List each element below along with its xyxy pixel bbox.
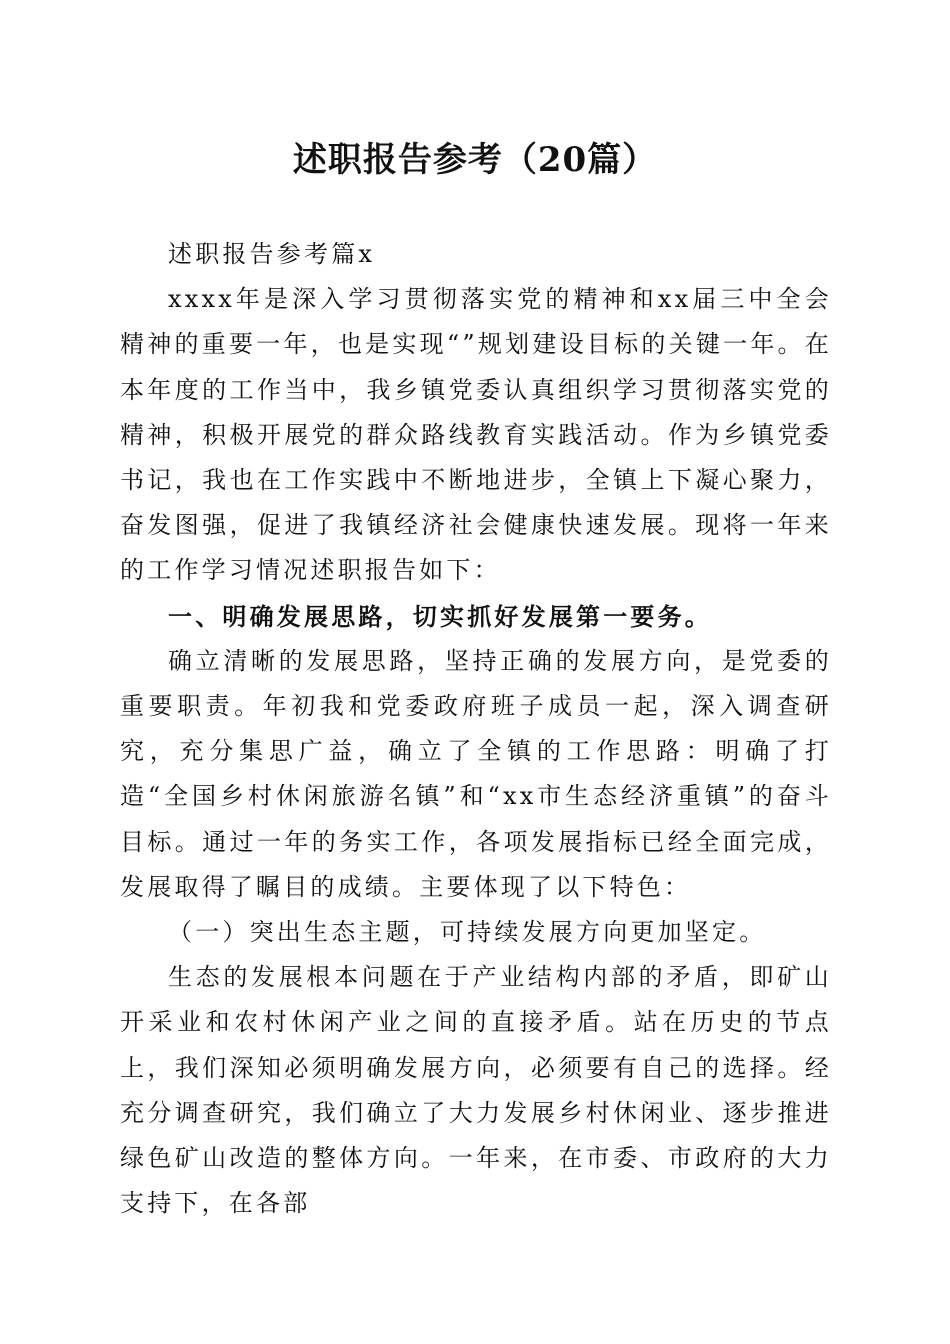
heading-1-1: （一）突出生态主题，可持续发展方向更加坚定。 (168, 918, 767, 947)
heading-1: 一、明确发展思路，切实抓好发展第一要务。 (168, 601, 712, 631)
paragraph-development-ideas: 确立清晰的发展思路，坚持正确的发展方向，是党委的重要职责。年初我和党委政府班子成员一起，深入调查研究，充分集思广益，确立了全镇的工作思路：明确了打造“全国乡村休闲旅游名镇”和“xx市生态经济重镇”的奋斗目标。通过一年的务实工作，各项发展指标已经全面完成，发展取得了瞩目的成绩。主要体现了以下特色： (120, 646, 832, 901)
section-label: 述职报告参考篇x (168, 240, 376, 268)
paragraph-ecology: 生态的发展根本问题在于产业结构内部的矛盾，即矿山开采业和农村休闲产业之间的直接矛盾。站在历史的节点上，我们深知必须明确发展方向，必须要有自己的选择。经充分调查研究，我们确立了大力发展乡村休闲业、逐步推进绿色矿山改造的整体方向。一年来，在市委、市政府的大力支持下，在各部 (120, 963, 832, 1218)
intro-paragraph: xxxx年是深入学习贯彻落实党的精神和xx届三中全会精神的重要一年，也是实现“”规划建设目标的关键一年。在本年度的工作当中，我乡镇党委认真组织学习贯彻落实党的精神，积极开展党的群众路线教育实践活动。作为乡镇党委书记，我也在工作实践中不断地进步，全镇上下凝心聚力，奋发图强，促进了我镇经济社会健康快速发展。现将一年来的工作学习情况述职报告如下： (120, 285, 832, 585)
document-title: 述职报告参考（20篇） (292, 140, 658, 180)
document-body (120, 232, 832, 1226)
